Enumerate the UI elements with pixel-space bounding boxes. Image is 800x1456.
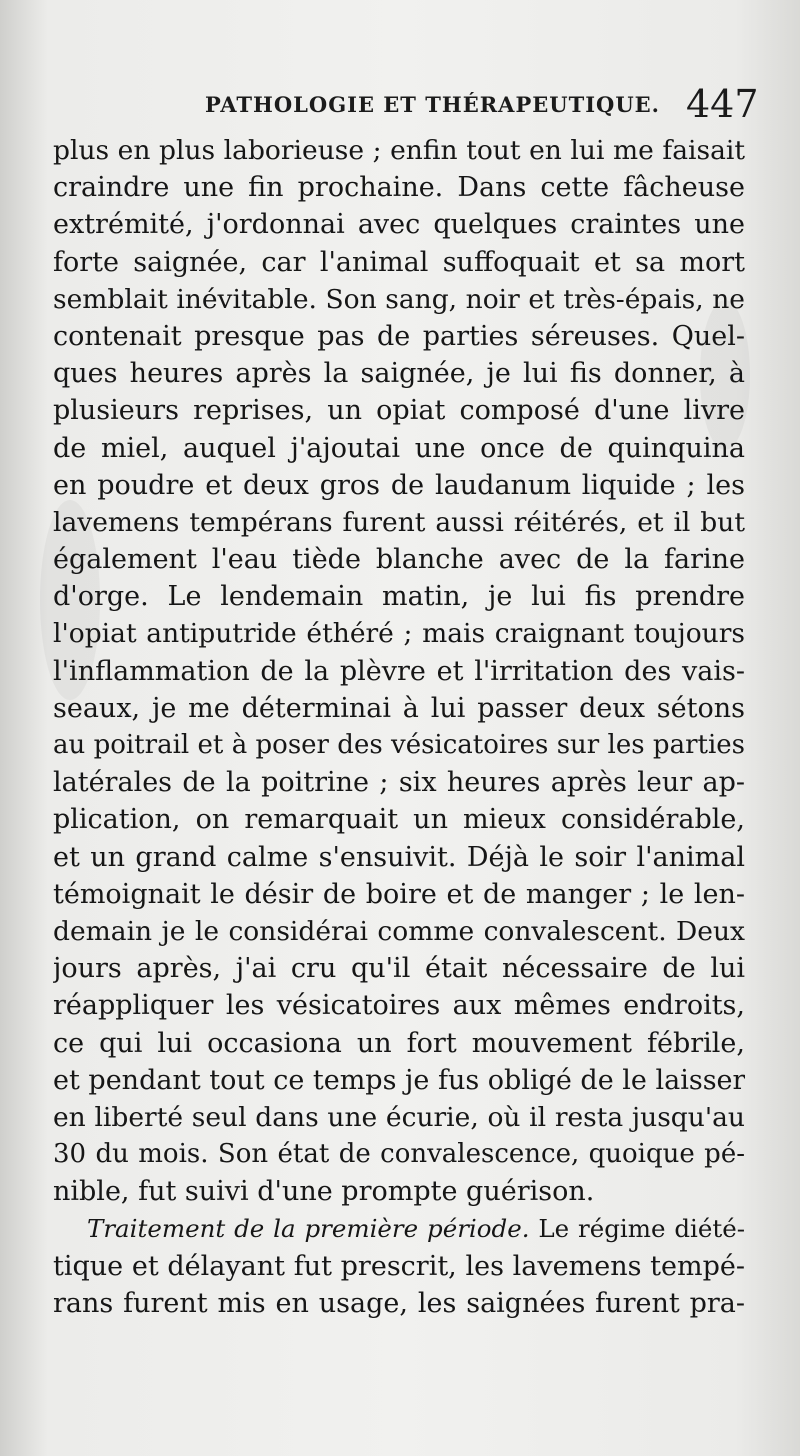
text-line: ce qui lui occasiona un fort mouvement fébrile, [53,1027,745,1059]
page-number: 447 [686,82,759,126]
text-line: témoignait le désir de boire et de manger ; le len- [53,878,745,910]
text-line: extrémité, j'ordonnai avec quelques craintes une [53,209,745,241]
text-line: lavemens tempérans furent aussi réitérés, et il but [53,506,745,538]
text-line: semblait inévitable. Son sang, noir et très-épais, ne [53,283,745,315]
text-line: et pendant tout ce temps je fus obligé de le laisser [53,1064,745,1096]
text-line: ques heures après la saignée, je lui fis donner, à [53,358,745,390]
text-line-rest: Le régime diété- [529,1214,745,1244]
paragraph-2 [53,1210,745,1322]
text-line: en poudre et deux gros de laudanum liquide ; les [53,469,745,501]
text-line: également l'eau tiède blanche avec de la farine [53,544,745,576]
text-line: 30 du mois. Son état de convalescence, quoique pé- [53,1139,745,1170]
text-line: d'orge. Le lendemain matin, je lui fis prendre [53,581,745,613]
text-line: au poitrail et à poser des vésicatoires sur les parties [53,730,745,760]
text-line: craindre une fin prochaine. Dans cette fâcheuse [53,172,745,204]
text-line: demain je le considérai comme convalescent. Deux [53,915,745,947]
text-line: tique et délayant fut prescrit, les lavemens tempé- [53,1250,745,1282]
text-line [53,1210,745,1247]
text-line: latérales de la poitrine ; six heures après leur ap- [53,767,745,799]
text-line: et un grand calme s'ensuivit. Déjà le soir l'animal [53,841,745,873]
text-line: plusieurs reprises, un opiat composé d'une livre [53,395,745,427]
text-line: de miel, auquel j'ajoutai une once de quinquina [53,432,745,464]
text-line: l'opiat antiputride éthéré ; mais craignant toujours [53,618,745,650]
body-text [53,132,745,1322]
text-line: jours après, j'ai cru qu'il était nécessaire de lui [53,953,745,985]
text-line: plication, on remarquait un mieux considérable, [53,804,745,836]
text-line: rans furent mis en usage, les saignées furent pra- [53,1287,745,1319]
text-line: seaux, je me déterminai à lui passer deux sétons [53,692,745,724]
text-line: réappliquer les vésicatoires aux mêmes endroits, [53,990,745,1022]
running-title: PATHOLOGIE ET THÉRAPEUTIQUE. [205,92,660,117]
text-line: contenait presque pas de parties séreuses. Quel- [53,320,745,352]
paragraph-1 [53,132,745,1210]
text-line: nible, fut suivi d'une prompte guérison. [53,1176,595,1208]
section-heading: Traitement de la première période. [87,1214,530,1244]
text-line: l'inflammation de la plèvre et l'irritation des vais- [53,655,745,687]
text-line: forte saignée, car l'animal suffoquait et sa mort [53,246,745,278]
text-line: plus en plus laborieuse ; enfin tout en lui me faisait [53,135,745,166]
text-line: en liberté seul dans une écurie, où il resta jusqu'au [53,1101,745,1133]
